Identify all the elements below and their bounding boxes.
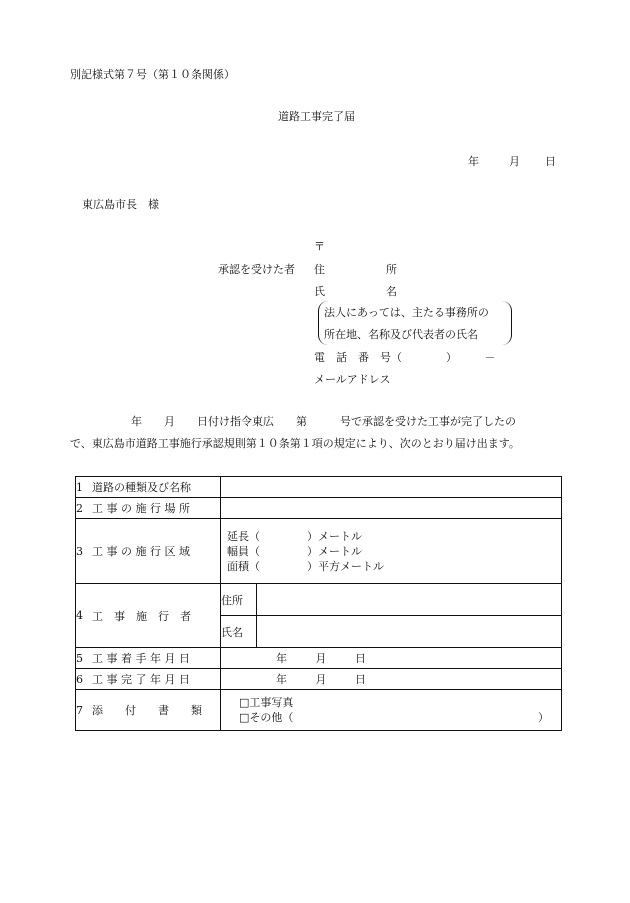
approved-person-label: 承認を受けた者 [218, 263, 295, 276]
table-row [76, 498, 562, 519]
contractor-address-label: 住所 [221, 584, 257, 616]
name-label-char1: 氏 [314, 285, 325, 298]
start-month-label: 月 [315, 652, 327, 665]
start-date-label-cell: 5 工 事 着 手 年 月 日 [76, 648, 221, 669]
attachments-label-cell: 7 添 付 書 類 [76, 690, 221, 731]
contractor-name-field[interactable] [257, 616, 562, 648]
area-label: 面積（ [227, 559, 260, 573]
contractor-address-field[interactable] [257, 584, 562, 616]
date-month-label: 月 [509, 155, 520, 168]
start-day-label: 日 [355, 652, 366, 665]
work-area-label-cell: 3 工 事 の 施 行 区 域 [76, 519, 221, 584]
work-location-label-cell: 2 工 事 の 施 行 場 所 [76, 498, 221, 519]
completion-form-table [75, 476, 562, 731]
work-area-field[interactable] [221, 519, 562, 584]
email-label: メールアドレス [314, 373, 391, 386]
other-checkbox[interactable]: □その他（ [239, 711, 294, 724]
road-type-name-label-cell: 1 道路の種類及び名称 [76, 477, 221, 498]
name-label-char2: 名 [386, 285, 397, 298]
start-year-label: 年 [276, 652, 287, 665]
date-year-label: 年 [468, 155, 479, 168]
postal-mark: 〒 [314, 240, 325, 253]
completion-date-field[interactable] [221, 669, 562, 690]
completion-date-label-cell: 6 工 事 完 了 年 月 日 [76, 669, 221, 690]
address-label-char1: 住 [314, 263, 325, 276]
road-type-name-field[interactable] [221, 477, 562, 498]
body-text-line2: で、東広島市道路工事施行承認規則第１０条第１項の規定により、次のとおり届け出ます。 [70, 437, 520, 450]
date-day-label: 日 [545, 155, 556, 168]
corporate-note-line1: 法人にあっては、主たる事務所の [324, 306, 489, 319]
table-row [76, 519, 562, 584]
width-label: 幅員（ [227, 544, 260, 558]
completion-year-label: 年 [276, 673, 287, 686]
addressee: 東広島市長 様 [82, 198, 159, 211]
corporate-note-line2: 所在地、名称及び代表者の氏名 [324, 328, 478, 341]
completion-month-label: 月 [315, 673, 327, 686]
work-location-field[interactable] [221, 498, 562, 519]
width-unit: ）メートル [307, 544, 362, 558]
photo-checkbox[interactable]: □工事写真 [239, 696, 294, 709]
table-row [76, 669, 562, 690]
table-row [76, 477, 562, 498]
address-label-char2: 所 [386, 263, 397, 276]
contractor-label-cell: 4 工 事 施 行 者 [76, 584, 221, 648]
form-number: 別記様式第７号（第１０条関係） [70, 68, 235, 81]
document-title: 道路工事完了届 [278, 110, 355, 123]
body-text-line1: 年 月 日付け指令東広 第 号で承認を受けた工事が完了したの [131, 415, 516, 428]
phone-label: 電 話 番 号（ ） － [314, 351, 496, 364]
area-unit: ）平方メートル [307, 559, 384, 573]
table-row [76, 690, 562, 731]
other-close-paren: ） [538, 711, 549, 724]
length-label: 延長（ [227, 529, 260, 543]
contractor-name-label: 氏名 [221, 616, 257, 648]
table-row [76, 648, 562, 669]
completion-day-label: 日 [355, 673, 366, 686]
length-unit: ）メートル [307, 529, 362, 543]
attachments-field [221, 690, 562, 731]
table-row [76, 584, 562, 616]
start-date-field[interactable] [221, 648, 562, 669]
